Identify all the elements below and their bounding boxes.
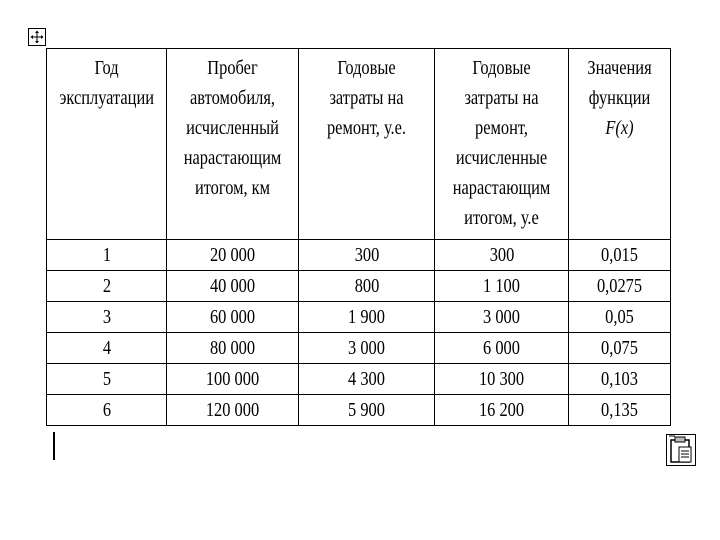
year-cell [47,240,167,271]
clipboard-paste-icon [666,434,696,466]
table-move-handle[interactable] [28,28,46,46]
mileage-cell-value: 80 000 [209,337,256,359]
cumulative-cost-cell-value: 300 [489,244,514,266]
function-value-cell [569,364,671,395]
cumulative-cost-cell [435,395,569,426]
function-value-cell [569,240,671,271]
mileage-cell-value: 60 000 [209,306,256,328]
mileage-cell [167,240,299,271]
year-cell [47,395,167,426]
header-year: Год эксплуатации [47,49,167,240]
function-value-cell [569,395,671,426]
annual-cost-cell [299,395,435,426]
table-row [47,302,671,333]
function-formula: F(x) [605,117,634,139]
function-value-cell-value: 0,0275 [596,275,643,297]
cumulative-cost-cell-value: 10 300 [478,368,525,390]
annual-cost-cell-value: 5 900 [348,399,385,421]
table-row [47,240,671,271]
annual-cost-cell [299,302,435,333]
cumulative-cost-cell [435,302,569,333]
function-value-cell [569,302,671,333]
header-cumulative-cost: Годовые затраты на ремонт, исчисленные нарастающим итогом, у.е [435,49,569,240]
mileage-cell [167,271,299,302]
function-value-cell-value: 0,015 [601,244,638,266]
paste-options-button[interactable] [666,434,696,466]
mileage-cell [167,364,299,395]
cumulative-cost-cell-value: 16 200 [478,399,525,421]
annual-cost-cell-value: 3 000 [348,337,385,359]
year-cell [47,333,167,364]
year-cell-value: 4 [102,337,111,359]
cumulative-cost-cell-value: 1 100 [483,275,520,297]
table-row [47,333,671,364]
header-function-value: Значения функции F(x) [569,49,671,240]
year-cell-value: 2 [102,275,111,297]
cumulative-cost-cell [435,271,569,302]
move-cross-icon [30,30,44,44]
text-cursor [53,432,55,460]
mileage-cell-value: 100 000 [205,368,260,390]
year-cell-value: 1 [102,244,111,266]
year-cell [47,302,167,333]
mileage-cell [167,302,299,333]
table-row [47,364,671,395]
data-table [46,48,671,426]
cumulative-cost-cell [435,333,569,364]
mileage-cell-value: 40 000 [209,275,256,297]
table-row [47,395,671,426]
annual-cost-cell [299,271,435,302]
annual-cost-cell-value: 800 [354,275,379,297]
mileage-cell [167,395,299,426]
cumulative-cost-cell [435,364,569,395]
year-cell [47,271,167,302]
year-cell-value: 6 [102,399,111,421]
function-value-cell-value: 0,05 [605,306,634,328]
header-mileage-last-line: итогом, км [194,177,271,199]
cumulative-cost-cell-value: 6 000 [483,337,520,359]
function-value-cell-value: 0,075 [601,337,638,359]
header-mileage: Пробег автомобиля, исчисленный нарастающим итогом, км [167,49,299,240]
function-value-cell-value: 0,135 [601,399,638,421]
table-header-row [47,49,671,240]
mileage-cell-value: 20 000 [209,244,256,266]
function-value-cell [569,271,671,302]
annual-cost-cell-value: 4 300 [348,368,385,390]
cumulative-cost-cell-value: 3 000 [483,306,520,328]
year-cell [47,364,167,395]
mileage-cell [167,333,299,364]
annual-cost-cell [299,240,435,271]
year-cell-value: 5 [102,368,111,390]
header-annual-cost: Годовые затраты на ремонт, у.е. [299,49,435,240]
annual-cost-cell [299,364,435,395]
annual-cost-cell-value: 300 [354,244,379,266]
table-row [47,271,671,302]
mileage-cell-value: 120 000 [205,399,260,421]
cumulative-cost-cell [435,240,569,271]
year-cell-value: 3 [102,306,111,328]
function-value-cell [569,333,671,364]
annual-cost-cell [299,333,435,364]
function-value-cell-value: 0,103 [601,368,638,390]
annual-cost-cell-value: 1 900 [348,306,385,328]
